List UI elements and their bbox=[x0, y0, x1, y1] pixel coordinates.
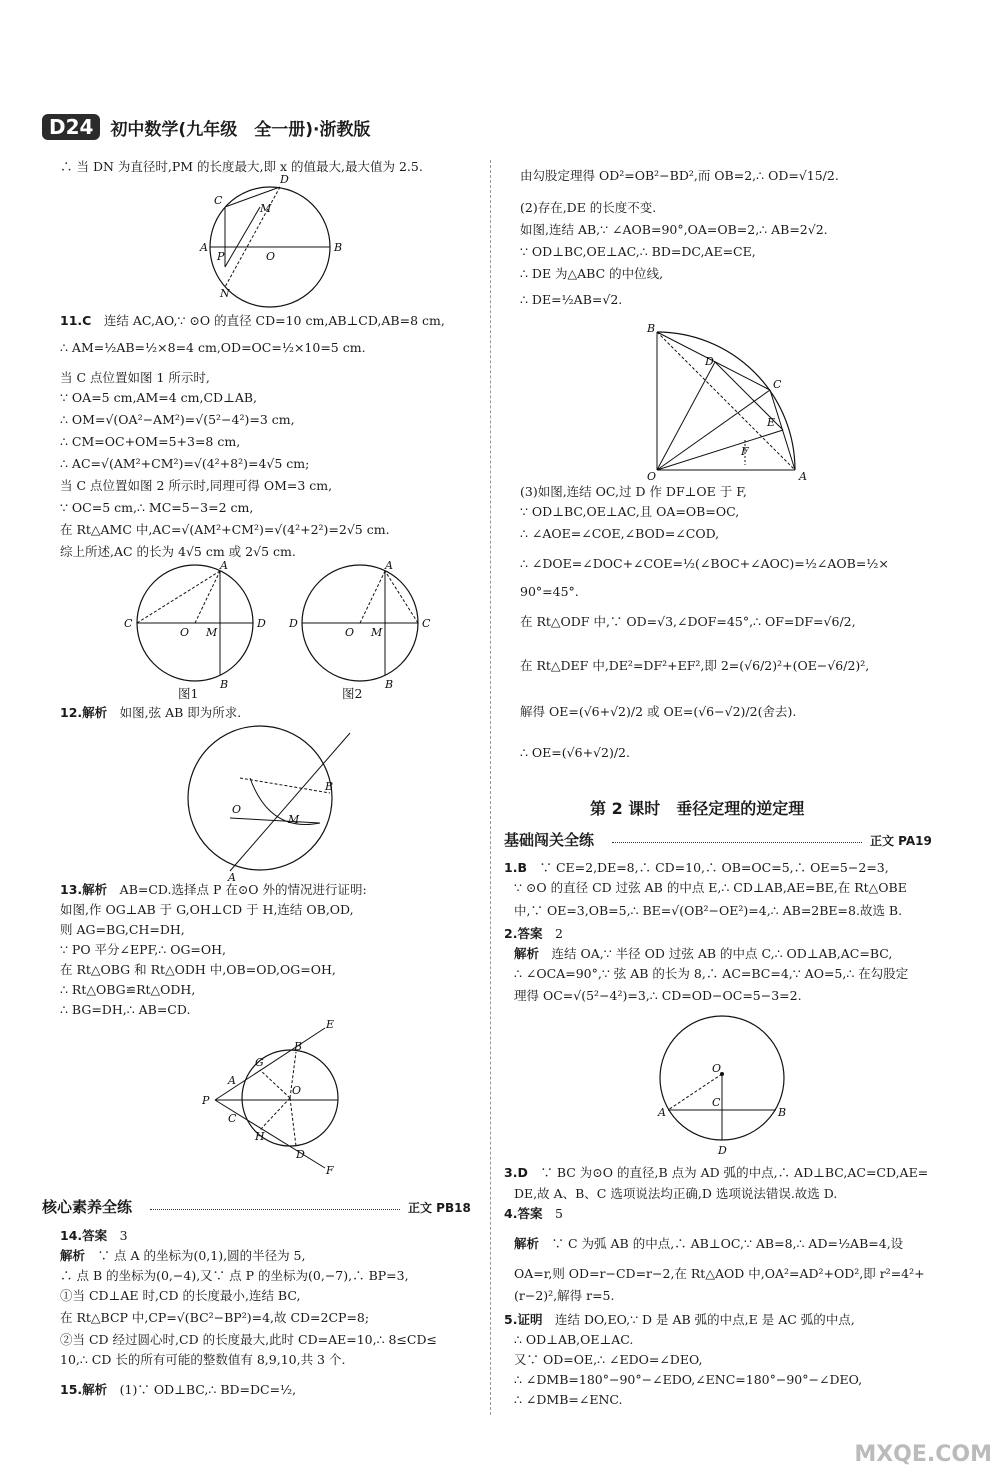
svg-text:D: D bbox=[296, 1148, 305, 1161]
q13-line: 在 Rt△OBG 和 Rt△ODH 中,OB=OD,OG=OH, bbox=[60, 962, 336, 977]
svg-text:A: A bbox=[658, 1106, 666, 1119]
figure-1 bbox=[120, 559, 280, 693]
section-basic-practice: 基础闯关全练 bbox=[504, 831, 595, 849]
q4-line: ∵ C 为弧 AB 的中点,∴ AB⊥OC,∵ AB=8,∴ AD=½AB=4,设 bbox=[551, 1236, 904, 1251]
svg-text:P: P bbox=[202, 1094, 210, 1107]
q3-number: 3.D bbox=[504, 1165, 528, 1180]
q1-line: ∵ CE=2,DE=8,∴ CD=10,∴ OB=OC=5,∴ OE=5−2=3, bbox=[539, 860, 889, 875]
q14-line: ①当 CD⊥AE 时,CD 的长度最小,连结 BC, bbox=[60, 1288, 301, 1303]
figure-circle-dn bbox=[200, 172, 350, 300]
q14-line: 10,∴ CD 长的所有可能的整数值有 8,9,10,共 3 个. bbox=[60, 1352, 346, 1367]
svg-text:B: B bbox=[778, 1106, 787, 1119]
figure-12 bbox=[180, 723, 380, 883]
svg-text:F: F bbox=[326, 1164, 334, 1177]
lesson-title: 第 2 课时 垂径定理的逆定理 bbox=[590, 799, 805, 818]
text-line: (3)如图,连结 OC,过 D 作 DF⊥OE 于 F, bbox=[520, 484, 747, 499]
q14-line: ∵ 点 A 的坐标为(0,1),圆的半径为 5, bbox=[97, 1248, 306, 1263]
figure-13 bbox=[200, 1018, 350, 1178]
q12-text: 如图,弦 AB 即为所求. bbox=[119, 705, 242, 720]
svg-text:E: E bbox=[326, 1018, 335, 1031]
q11-line: 当 C 点位置如图 1 所示时, bbox=[60, 370, 210, 385]
section-leader bbox=[612, 842, 862, 843]
svg-text:H: H bbox=[255, 1130, 265, 1143]
q13-line: ∴ Rt△OBG≌Rt△ODH, bbox=[60, 982, 196, 997]
q13-line: ∵ PO 平分∠EPF,∴ OG=OH, bbox=[60, 942, 227, 957]
q5-line: 又∵ OD=OE,∴ ∠EDO=∠DEO, bbox=[514, 1352, 703, 1367]
svg-text:B: B bbox=[385, 678, 394, 691]
q1-line: ∵ ⊙O 的直径 CD 过弦 AB 的中点 E,∴ CD⊥AB,AE=BE,在 Rt△OBE bbox=[514, 880, 907, 895]
q2-line: 理得 OC=√(5²−4²)=3,∴ CD=OD−OC=5−3=2. bbox=[514, 988, 802, 1003]
text-line: ∴ ∠AOE=∠COE,∠BOD=∠COD, bbox=[520, 526, 720, 541]
figure-2 bbox=[285, 559, 445, 693]
svg-text:M: M bbox=[288, 813, 300, 826]
svg-text:E: E bbox=[767, 416, 776, 429]
svg-text:N: N bbox=[220, 287, 230, 300]
svg-text:F: F bbox=[741, 445, 749, 458]
svg-text:A: A bbox=[385, 559, 393, 572]
text-line: 解得 OE=(√6+√2)/2 或 OE=(√6−√2)/2(舍去). bbox=[520, 704, 797, 719]
q13-number: 13.解析 bbox=[60, 882, 108, 897]
section-core-literacy: 核心素养全练 bbox=[42, 1198, 133, 1216]
svg-text:A: A bbox=[799, 470, 807, 483]
q13-line: 则 AG=BG,CH=DH, bbox=[60, 922, 185, 937]
watermark: MXQE.COM bbox=[854, 1442, 992, 1467]
q15-number: 15.解析 bbox=[60, 1382, 108, 1397]
q14-line: ②当 CD 经过圆心时,CD 的长度最大,此时 CD=AE=10,∴ 8≤CD≤ bbox=[60, 1332, 437, 1347]
q4-number: 4.答案 bbox=[504, 1206, 543, 1221]
svg-text:O: O bbox=[266, 250, 276, 263]
q5-line: 连结 DO,EO,∵ D 是 AB 弧的中点,E 是 AC 弧的中点, bbox=[554, 1312, 855, 1327]
svg-text:O: O bbox=[647, 470, 657, 483]
svg-text:D: D bbox=[257, 617, 266, 630]
q11-number: 11.C bbox=[60, 313, 92, 328]
q4-answer: 5 bbox=[554, 1206, 563, 1221]
q2-answer: 2 bbox=[554, 926, 563, 941]
svg-text:P: P bbox=[217, 250, 225, 263]
text-line: ∴ DE 为△ABC 的中位线, bbox=[520, 266, 664, 281]
q11-line: ∴ AM=½AB=½×8=4 cm,OD=OC=½×10=5 cm. bbox=[60, 340, 366, 355]
book-title: 初中数学(九年级 全一册)·浙教版 bbox=[110, 119, 371, 140]
page-number-badge: D24 bbox=[42, 114, 100, 140]
svg-text:O: O bbox=[232, 803, 242, 816]
svg-text:O: O bbox=[345, 626, 355, 639]
q11-line: ∴ AC=√(AM²+CM²)=√(4²+8²)=4√5 cm; bbox=[60, 456, 310, 471]
svg-text:D: D bbox=[718, 1144, 727, 1157]
text-line: 在 Rt△ODF 中,∵ OD=√3,∠DOF=45°,∴ OF=DF=√6/2, bbox=[520, 614, 856, 629]
svg-text:M: M bbox=[206, 626, 218, 639]
text-line: 如图,连结 AB,∵ ∠AOB=90°,OA=OB=2,∴ AB=2√2. bbox=[520, 222, 828, 237]
q13-line: ∴ BG=DH,∴ AB=CD. bbox=[60, 1002, 191, 1017]
svg-text:B: B bbox=[294, 1040, 303, 1053]
svg-text:C: C bbox=[228, 1112, 237, 1125]
figure-q2 bbox=[650, 1008, 800, 1158]
svg-text:C: C bbox=[214, 194, 223, 207]
q11-line: ∵ OC=5 cm,∴ MC=5−3=2 cm, bbox=[60, 500, 254, 515]
text-line: ∵ OD⊥BC,OE⊥AC,且 OA=OB=OC, bbox=[520, 504, 740, 519]
q5-number: 5.证明 bbox=[504, 1312, 543, 1327]
section-page-ref: 正文 PB18 bbox=[408, 1201, 471, 1215]
q3-line: ∵ BC 为⊙O 的直径,B 点为 AD 弧的中点,∴ AD⊥BC,AC=CD,AE= bbox=[540, 1165, 929, 1180]
text-line: (2)存在,DE 的长度不变. bbox=[520, 200, 657, 215]
svg-text:C: C bbox=[422, 617, 431, 630]
q11-line: 连结 AC,AO,∵ ⊙O 的直径 CD=10 cm,AB⊥CD,AB=8 cm, bbox=[103, 313, 445, 328]
q2-number: 2.答案 bbox=[504, 926, 543, 941]
q13-line: 如图,作 OG⊥AB 于 G,OH⊥CD 于 H,连结 OB,OD, bbox=[60, 902, 354, 917]
svg-text:A: A bbox=[200, 241, 208, 254]
q1-line: 中,∵ OE=3,OB=5,∴ BE=√(OB²−OE²)=4,∴ AB=2BE=8.故选 B. bbox=[514, 903, 903, 918]
svg-text:A: A bbox=[220, 559, 228, 572]
q14-jiexi: 解析 bbox=[60, 1248, 86, 1263]
svg-text:O: O bbox=[712, 1062, 722, 1075]
q5-line: ∴ ∠DMB=180°−90°−∠EDO,∠ENC=180°−90°−∠DEO, bbox=[514, 1372, 863, 1387]
svg-text:A: A bbox=[228, 1074, 236, 1087]
svg-text:D: D bbox=[289, 617, 298, 630]
q2-jiexi: 解析 bbox=[514, 946, 540, 961]
text-line: 90°=45°. bbox=[520, 584, 579, 599]
svg-text:M: M bbox=[260, 202, 272, 215]
svg-text:D: D bbox=[705, 355, 714, 368]
q5-line: ∴ ∠DMB=∠ENC. bbox=[514, 1392, 623, 1407]
text-line: 在 Rt△DEF 中,DE²=DF²+EF²,即 2=(√6/2)²+(OE−√6/2)², bbox=[520, 658, 870, 673]
svg-text:B: B bbox=[647, 322, 656, 335]
q4-line: (r−2)²,解得 r=5. bbox=[514, 1288, 615, 1303]
q13-line: AB=CD.选择点 P 在⊙O 外的情况进行证明: bbox=[119, 882, 367, 897]
q11-line: 当 C 点位置如图 2 所示时,同理可得 OM=3 cm, bbox=[60, 478, 333, 493]
section-page-ref: 正文 PA19 bbox=[870, 834, 932, 848]
svg-text:G: G bbox=[255, 1056, 264, 1069]
text-line: ∵ OD⊥BC,OE⊥AC,∴ BD=DC,AE=CE, bbox=[520, 244, 756, 259]
q14-answer: 3 bbox=[119, 1228, 128, 1243]
q3-line: DE,故 A、B、C 选项说法均正确,D 选项说法错误.故选 D. bbox=[514, 1186, 838, 1201]
svg-text:C: C bbox=[124, 617, 133, 630]
q14-line: ∴ 点 B 的坐标为(0,−4),又∵ 点 P 的坐标为(0,−7),∴ BP=3, bbox=[60, 1268, 409, 1283]
q11-line: ∵ OA=5 cm,AM=4 cm,CD⊥AB, bbox=[60, 390, 258, 405]
q2-line: 连结 OA,∵ 半径 OD 过弦 AB 的中点 C,∴ OD⊥AB,AC=BC, bbox=[551, 946, 893, 961]
q11-line: ∴ CM=OC+OM=5+3=8 cm, bbox=[60, 434, 241, 449]
q14-number: 14.答案 bbox=[60, 1228, 108, 1243]
text-line: 由勾股定理得 OD²=OB²−BD²,而 OB=2,∴ OD=√15/2. bbox=[520, 168, 839, 183]
q11-line: 在 Rt△AMC 中,AC=√(AM²+CM²)=√(4²+2²)=2√5 cm. bbox=[60, 522, 390, 537]
figure-2-caption: 图2 bbox=[342, 686, 363, 701]
svg-text:M: M bbox=[371, 626, 383, 639]
figure-quarter-circle bbox=[645, 320, 825, 485]
svg-text:O: O bbox=[180, 626, 190, 639]
text-line: ∴ ∠DOE=∠DOC+∠COE=½(∠BOC+∠AOC)=½∠AOB=½× bbox=[520, 556, 889, 571]
text-line: ∴ DE=½AB=√2. bbox=[520, 292, 623, 307]
column-divider bbox=[490, 160, 491, 1415]
svg-text:C: C bbox=[773, 378, 782, 391]
svg-text:A: A bbox=[228, 871, 236, 884]
q14-line: 在 Rt△BCP 中,CP=√(BC²−BP²)=4,故 CD=2CP=8; bbox=[60, 1310, 370, 1325]
figure-1-caption: 图1 bbox=[178, 686, 199, 701]
q12-number: 12.解析 bbox=[60, 705, 108, 720]
text-line: ∴ OE=(√6+√2)/2. bbox=[520, 745, 630, 760]
q11-line: ∴ OM=√(OA²−AM²)=√(5²−4²)=3 cm, bbox=[60, 412, 295, 427]
q11-line: 综上所述,AC 的长为 4√5 cm 或 2√5 cm. bbox=[60, 544, 296, 559]
q1-number: 1.B bbox=[504, 860, 527, 875]
q4-line: OA=r,则 OD=r−CD=r−2,在 Rt△AOD 中,OA²=AD²+OD²,即 r²=4²+ bbox=[514, 1266, 925, 1281]
q2-line: ∴ ∠OCA=90°,∵ 弦 AB 的长为 8,∴ AC=BC=4,∵ AO=5,∴ 在勾股定 bbox=[514, 966, 909, 981]
svg-text:D: D bbox=[280, 173, 289, 186]
svg-text:B: B bbox=[325, 780, 334, 793]
text-line: ∴ 当 DN 为直径时,PM 的长度最大,即 x 的值最大,最大值为 2.5. bbox=[60, 159, 423, 174]
svg-text:B: B bbox=[220, 678, 229, 691]
svg-text:O: O bbox=[292, 1084, 302, 1097]
q15-text: (1)∵ OD⊥BC,∴ BD=DC=½, bbox=[119, 1382, 297, 1397]
svg-text:C: C bbox=[712, 1096, 721, 1109]
page-header bbox=[42, 112, 370, 142]
q5-line: ∴ OD⊥AB,OE⊥AC. bbox=[514, 1332, 634, 1347]
q4-jiexi: 解析 bbox=[514, 1236, 540, 1251]
section-leader bbox=[150, 1209, 400, 1210]
svg-text:B: B bbox=[334, 241, 343, 254]
